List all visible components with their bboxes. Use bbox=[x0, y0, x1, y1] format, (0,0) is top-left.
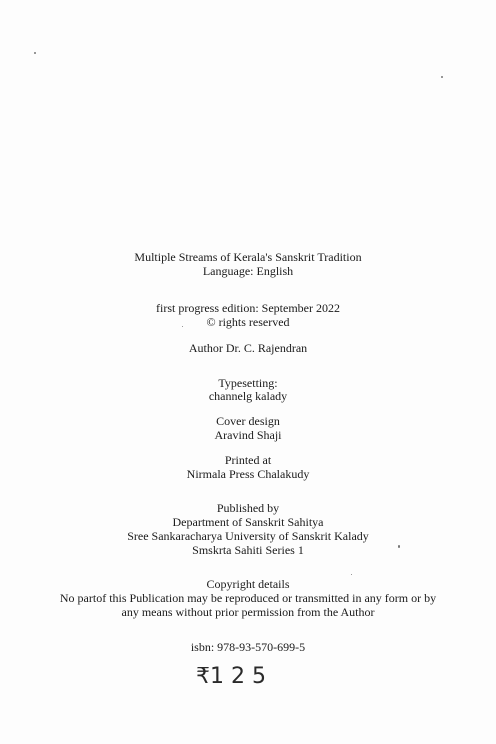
cover-design-value: Aravind Shaji bbox=[214, 428, 282, 442]
copyright-notice-line1: No partof this Publication may be reproduced or transmitted in any form or by bbox=[59, 591, 437, 605]
published-by-label: Published by bbox=[216, 501, 280, 515]
book-title: Multiple Streams of Kerala's Sanskrit Tradition bbox=[134, 250, 362, 264]
publisher-department: Department of Sanskrit Sahitya bbox=[172, 515, 324, 529]
author-line: Author Dr. C. Rajendran bbox=[188, 341, 308, 355]
language-line: Language: English bbox=[202, 264, 294, 278]
cover-design-label: Cover design bbox=[216, 414, 280, 428]
typesetting-value: channelg kalady bbox=[208, 389, 288, 403]
rights-line: © rights reserved bbox=[206, 315, 290, 329]
copyright-heading: Copyright details bbox=[206, 577, 290, 591]
isbn-line: isbn: 978-93-570-699-5 bbox=[190, 640, 306, 654]
price-stamp: ₹1 2 5 bbox=[196, 664, 266, 689]
paper-speck bbox=[182, 326, 183, 327]
paper-speck bbox=[398, 545, 400, 548]
copyright-notice-line2: any means without prior permission from the Author bbox=[121, 605, 375, 619]
paper-speck bbox=[441, 76, 443, 78]
publisher-series: Smskrta Sahiti Series 1 bbox=[192, 543, 304, 557]
publisher-university: Sree Sankaracharya University of Sanskrit Kalady bbox=[127, 529, 369, 543]
paper-speck bbox=[34, 52, 36, 54]
printer-name: Nirmala Press Chalakudy bbox=[186, 467, 310, 481]
edition-line: first progress edition: September 2022 bbox=[156, 301, 340, 315]
typesetting-label: Typesetting: bbox=[218, 376, 278, 390]
printed-at-label: Printed at bbox=[224, 453, 272, 467]
paper-speck bbox=[351, 574, 352, 575]
